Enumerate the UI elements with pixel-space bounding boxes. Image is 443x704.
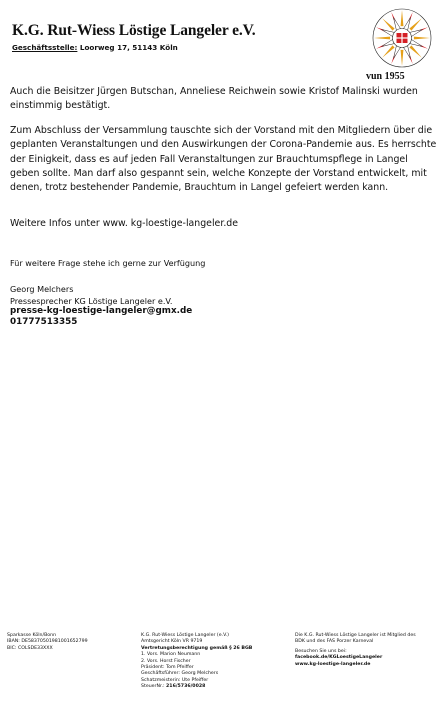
footer-assoc-name: K.G. Rut-Wiess Löstige Langeler (e.V.) [141, 633, 229, 638]
organization-name: K.G. Rut-Wiess Löstige Langeler e.V. [12, 22, 256, 39]
footer-bank-info [7, 633, 88, 652]
office-address-value: Loorweg 17, 51143 Köln [79, 43, 178, 52]
signature-role: Pressesprecher KG Löstige Langeler e.V. [10, 295, 173, 306]
signature-email: presse-kg-loestige-langeler@gmx.de [10, 306, 193, 316]
body-paragraph-1: Auch die Beisitzer Jürgen Butschan, Anneliese Reichwein sowie Kristof Malinski wurden einstimmig bestätigt. [10, 86, 418, 112]
office-address [12, 43, 178, 52]
footer-bank-bic: BIC: COLSDE33XXX [7, 645, 53, 651]
body-paragraph-4: Für weitere Frage stehe ich gerne zur Verfügung [10, 258, 206, 268]
footer-assoc-manager: Geschäftsführer: Georg Melchers [141, 671, 219, 677]
office-label: Geschäftsstelle: [12, 43, 78, 52]
body-paragraph-3: Weitere Infos unter www. kg-loestige-langeler.de [10, 218, 239, 229]
crest-ray [401, 50, 404, 66]
footer-assoc-representation: Vertretungsberechtigung gemäß § 26 BGB [141, 645, 253, 651]
crest-ray [401, 10, 404, 26]
body-paragraph-2: Zum Abschluss der Versammlung tauschte sich der Vorstand mit den Mitgliedern über die geplanten Veranstaltungen und den Auswirkungen der Corona-Pandemie aus. Es herrschte der Einigkeit, dass es auf jeden Fall Veranstaltungen zur Brauchtumspflege in Langel geben sollte. Man darf also gespannt sein, welche Konzepte der Vorstand entwickelt, mit denen, trotz bestehender Pandemie, Brauchtum in Langel gefeiert werden kann. [10, 125, 437, 194]
founded-year: vun 1955 [366, 71, 405, 82]
crest-ray [409, 18, 421, 30]
footer-info-membership-1: Die K.G. Rut-Wiess Löstige Langeler ist Mitglied des [295, 633, 416, 638]
footer-assoc-president: Präsident: Tom Pfeiffer [141, 665, 194, 671]
footer-assoc-tax-number: 216/5736/0028 [166, 684, 206, 690]
footer-info-visit: Besuchen Sie uns bei: [295, 648, 347, 654]
club-crest-icon [363, 3, 441, 73]
footer-assoc-chair-2: 2. Vors. Horst Fischer [141, 658, 191, 664]
crest-ray [382, 45, 394, 57]
footer-website-link[interactable]: www.kg-loestige-langeler.de [295, 661, 371, 667]
footer-membership-info [295, 633, 416, 668]
footer-assoc-tax [141, 684, 252, 690]
signature-name: Georg Melchers [10, 284, 74, 294]
footer-facebook-link[interactable]: facebook.de/KGLoestigeLangeler [295, 655, 383, 661]
crest-ray [414, 37, 430, 40]
footer-association-info [141, 633, 252, 691]
footer-info-membership-2: BDK und des FAS Porzer Karneval [295, 639, 374, 645]
crest-ray [382, 18, 394, 30]
footer-assoc-chair-1: 1. Vors. Marion Neumann [141, 652, 201, 658]
footer-assoc-register: Amtsgericht Köln VR 9719 [141, 639, 203, 645]
crest-ray [374, 37, 390, 40]
signature-phone: 01777513355 [10, 317, 78, 327]
footer-assoc-tax-label: SteuerNr.: [141, 684, 167, 690]
footer-assoc-treasurer: Schatzmeisterin: Ute Pfeiffer [141, 677, 209, 683]
footer-bank-name: Sparkasse Köln/Bonn [7, 633, 57, 638]
crest-ray [409, 45, 421, 57]
footer-bank-iban: IBAN: DE58370501981001652799 [7, 639, 88, 645]
